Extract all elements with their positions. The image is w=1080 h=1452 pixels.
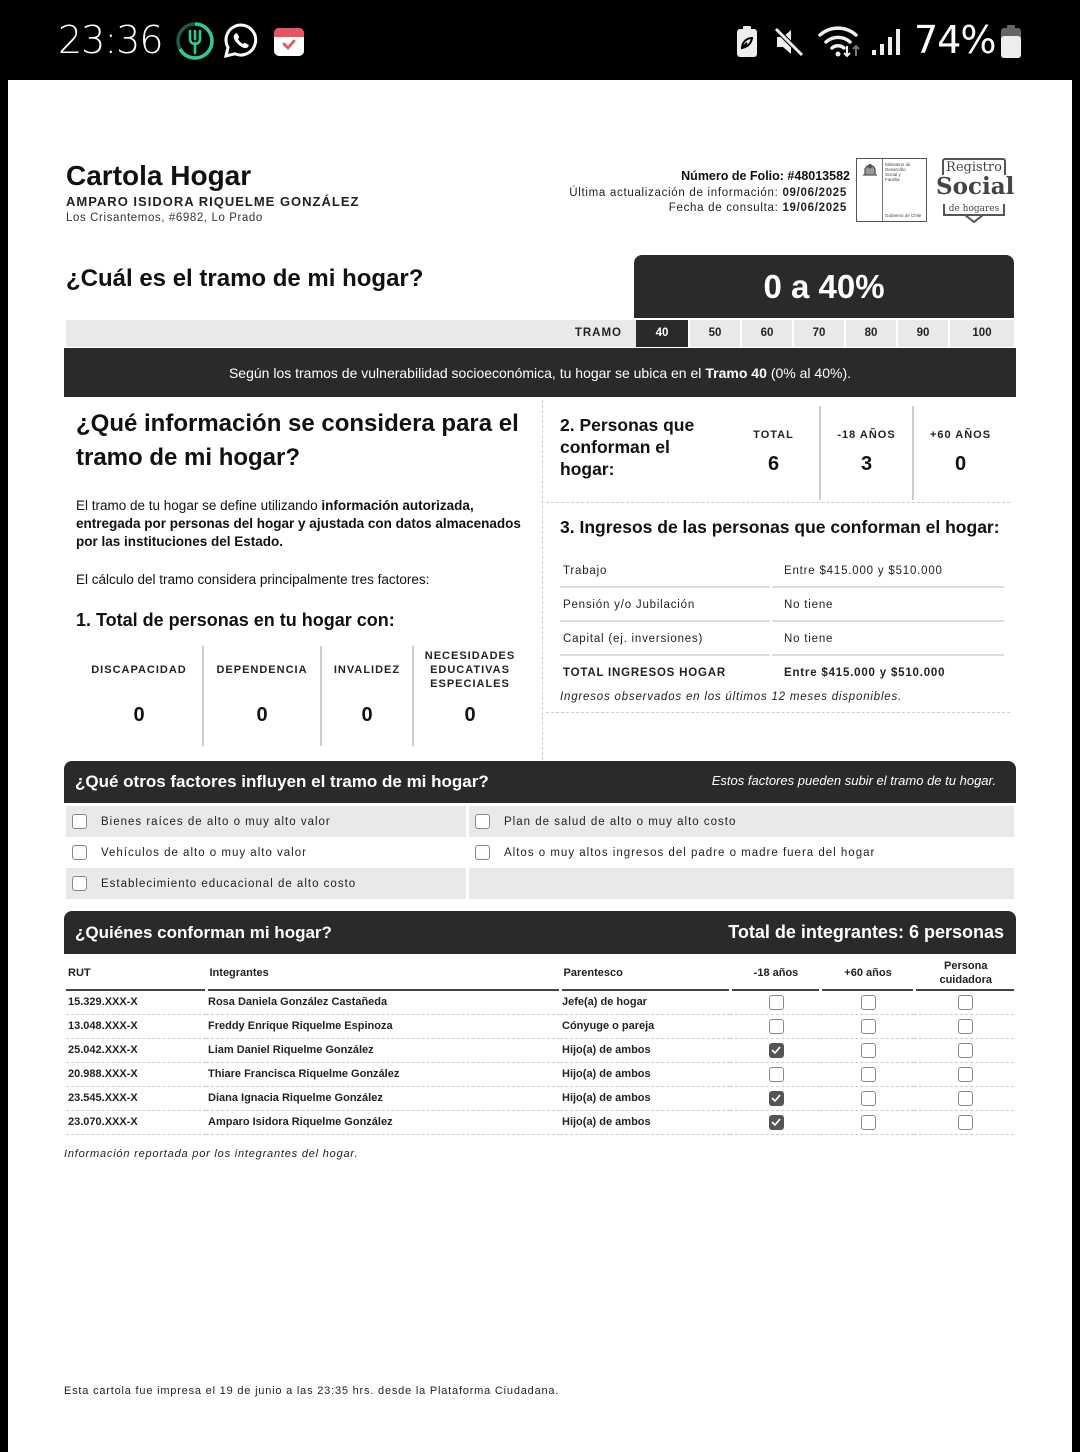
member-over60-checkbox[interactable] xyxy=(861,1091,876,1106)
member-over60-checkbox[interactable] xyxy=(861,995,876,1010)
tramo-level-90: 90 xyxy=(896,320,948,347)
rsh-logo-top: Registro xyxy=(942,158,1006,175)
count-total xyxy=(728,406,821,500)
member-over60-checkbox[interactable] xyxy=(861,1115,876,1130)
income-note: Ingresos observados en los últimos 12 meses disponibles. xyxy=(560,691,903,703)
calendar-check-icon xyxy=(273,27,305,62)
section2-title: 2. Personas que conforman el hogar: xyxy=(560,415,695,479)
factor-item-label: Altos o muy altos ingresos del padre o madre fuera del hogar xyxy=(504,846,876,859)
member-over60-cell xyxy=(820,1038,914,1062)
member-row xyxy=(66,990,1014,1014)
checkbox[interactable] xyxy=(72,876,87,891)
member-rut: 23.070.XXX-X xyxy=(66,1110,206,1134)
member-rut: 20.988.XXX-X xyxy=(66,1062,206,1086)
income-value: Entre $415.000 y $510.000 xyxy=(772,554,1004,588)
factor-item-label: Bienes raíces de alto o muy alto valor xyxy=(101,815,331,828)
factor-value: 0 xyxy=(464,704,476,726)
factor-row xyxy=(66,837,1014,868)
factor-item xyxy=(469,837,1014,868)
member-caregiver-cell xyxy=(914,1062,1014,1086)
member-caregiver-cell xyxy=(914,990,1014,1014)
consult-date-value: 19/06/2025 xyxy=(782,202,847,214)
member-rut: 15.329.XXX-X xyxy=(66,990,206,1014)
member-caregiver-checkbox[interactable] xyxy=(958,1067,973,1082)
member-caregiver-checkbox[interactable] xyxy=(958,1091,973,1106)
banner-tail: (0% al 40%). xyxy=(770,364,852,381)
member-rut: 13.048.XXX-X xyxy=(66,1014,206,1038)
ministry-footer: Gobierno de Chile xyxy=(885,213,922,218)
info-paragraph-bold: información autorizada, entregada por personas del hogar y ajustada con datos almacenados por las instituciones del Estado. xyxy=(76,498,521,549)
factor-item-label: Plan de salud de alto o muy alto costo xyxy=(504,815,737,828)
income-row xyxy=(560,588,1004,622)
checkbox[interactable] xyxy=(72,814,87,829)
other-factors-title: ¿Qué otros factores influyen el tramo de mi hogar? xyxy=(75,772,489,791)
tramo-scale xyxy=(66,320,1014,347)
member-under18-cell xyxy=(730,1038,820,1062)
member-under18-checkbox[interactable] xyxy=(769,1043,784,1058)
member-relation: Hijo(a) de ambos xyxy=(560,1062,730,1086)
info-paragraph-start: El tramo de tu hogar se define utilizando xyxy=(76,498,318,513)
member-name: Freddy Enrique Riquelme Espinoza xyxy=(206,1014,560,1038)
signal-icon xyxy=(870,28,902,61)
section3-title: 3. Ingresos de las personas que conforman el hogar: xyxy=(560,517,1000,537)
tramo-level-70: 70 xyxy=(792,320,844,347)
rsh-pointer-icon xyxy=(964,215,984,223)
column-under18: -18 años xyxy=(730,956,820,990)
member-over60-cell xyxy=(820,1062,914,1086)
member-under18-cell xyxy=(730,990,820,1014)
income-value: No tiene xyxy=(772,622,1004,656)
member-under18-checkbox[interactable] xyxy=(769,995,784,1010)
income-total-label: TOTAL INGRESOS HOGAR xyxy=(563,667,726,679)
tramo-level-60: 60 xyxy=(740,320,792,347)
factor-item xyxy=(469,806,1014,837)
other-factors-list xyxy=(66,806,1014,899)
tramo-range: 0 a 40% xyxy=(634,255,1014,318)
member-name: Thiare Francisca Riquelme González xyxy=(206,1062,560,1086)
member-relation: Jefe(a) de hogar xyxy=(560,990,730,1014)
ministry-line: Desarrollo xyxy=(885,167,906,172)
member-name: Diana Ignacia Riquelme González xyxy=(206,1086,560,1110)
factor-item-empty xyxy=(469,868,1014,899)
members-header xyxy=(64,911,1016,954)
members-table xyxy=(66,956,1014,1135)
factor-nee xyxy=(414,646,526,746)
status-time: 23:36 xyxy=(58,18,163,62)
consult-date xyxy=(669,202,847,214)
members-total: Total de integrantes: 6 personas xyxy=(728,922,1004,942)
checkbox[interactable] xyxy=(475,845,490,860)
member-relation: Hijo(a) de ambos xyxy=(560,1086,730,1110)
tramo-banner xyxy=(64,348,1016,397)
income-label: Trabajo xyxy=(560,554,770,588)
tramo-question: ¿Cuál es el tramo de mi hogar? xyxy=(66,265,424,292)
member-over60-checkbox[interactable] xyxy=(861,1043,876,1058)
document-page xyxy=(8,80,1072,1452)
battery-icon xyxy=(1000,25,1022,64)
info-paragraph xyxy=(76,497,536,551)
tramo-level-40: 40 xyxy=(636,320,688,347)
ministry-line: Familia xyxy=(885,177,900,182)
member-under18-checkbox[interactable] xyxy=(769,1115,784,1130)
count-value: 0 xyxy=(954,453,967,475)
member-relation: Hijo(a) de ambos xyxy=(560,1038,730,1062)
factor-label: NECESIDADES EDUCATIVAS ESPECIALES xyxy=(424,650,516,690)
factor-row xyxy=(66,806,1014,837)
member-relation: Hijo(a) de ambos xyxy=(560,1110,730,1134)
ministry-logo xyxy=(856,158,927,222)
member-caregiver-cell xyxy=(914,1086,1014,1110)
column-divider xyxy=(542,400,543,760)
checkbox[interactable] xyxy=(72,845,87,860)
members-table-header xyxy=(66,956,1014,990)
tramo-level-80: 80 xyxy=(844,320,896,347)
column-caregiver: Persona cuidadora xyxy=(914,956,1014,990)
member-rut: 23.545.XXX-X xyxy=(66,1086,206,1110)
battery-saver-icon xyxy=(736,26,758,63)
member-caregiver-cell xyxy=(914,1038,1014,1062)
member-name: Liam Daniel Riquelme González xyxy=(206,1038,560,1062)
banner-text: Según los tramos de vulnerabilidad socioeconómica, tu hogar se ubica en el xyxy=(228,364,702,381)
column-integrantes: Integrantes xyxy=(206,956,560,990)
member-name: Rosa Daniela González Castañeda xyxy=(206,990,560,1014)
folio-value: #48013582 xyxy=(787,169,850,183)
member-row xyxy=(66,1038,1014,1062)
owner-address: Los Crisantemos, #6982, Lo Prado xyxy=(66,212,263,224)
factor-discapacidad xyxy=(76,646,204,746)
member-under18-cell xyxy=(730,1086,820,1110)
document-title: Cartola Hogar xyxy=(66,160,252,191)
last-update-label: Última actualización de información: xyxy=(569,187,779,199)
member-row xyxy=(66,1014,1014,1038)
tramo-label: TRAMO xyxy=(574,327,622,339)
last-update xyxy=(569,187,847,199)
count-under18 xyxy=(821,406,914,500)
factor-value: 0 xyxy=(256,704,268,726)
ministry-line: Social y xyxy=(885,172,901,177)
member-caregiver-checkbox[interactable] xyxy=(958,1115,973,1130)
count-label: TOTAL xyxy=(753,429,794,441)
income-label: Pensión y/o Jubilación xyxy=(560,588,770,622)
print-footer: Esta cartola fue impresa el 19 de junio a las 23:35 hrs. desde la Plataforma Ciudadana. xyxy=(64,1385,560,1397)
member-under18-cell xyxy=(730,1014,820,1038)
members-title: ¿Quiénes conforman mi hogar? xyxy=(75,923,332,942)
last-update-value: 09/06/2025 xyxy=(782,187,847,199)
factor-item xyxy=(66,837,466,868)
tramo-level-100: 100 xyxy=(948,320,1014,347)
factors-intro: El cálculo del tramo considera principalmente tres factores: xyxy=(76,572,430,587)
members-note: Información reportada por los integrantes del hogar. xyxy=(64,1148,359,1160)
factor-label: DEPENDENCIA xyxy=(216,664,308,676)
consult-date-label: Fecha de consulta: xyxy=(668,202,779,214)
member-over60-cell xyxy=(820,1110,914,1134)
battery-percent: 74% xyxy=(914,18,996,62)
whatsapp-icon xyxy=(222,22,260,65)
other-factors-header xyxy=(64,761,1016,803)
owner-name: AMPARO ISIDORA RIQUELME GONZÁLEZ xyxy=(66,194,360,209)
member-row xyxy=(66,1110,1014,1134)
factor-label: DISCAPACIDAD xyxy=(91,664,187,676)
member-caregiver-checkbox[interactable] xyxy=(958,995,973,1010)
column-parentesco: Parentesco xyxy=(560,956,730,990)
factor-item-label: Vehículos de alto o muy alto valor xyxy=(101,846,307,859)
member-caregiver-cell xyxy=(914,1110,1014,1134)
factor-value: 0 xyxy=(361,704,373,726)
factor-row xyxy=(66,868,1014,899)
other-factors-subtitle: Estos factores pueden subir el tramo de tu hogar. xyxy=(711,773,996,788)
factor-invalidez xyxy=(322,646,414,746)
income-value: No tiene xyxy=(772,588,1004,622)
income-table xyxy=(560,554,1004,690)
wifi-icon xyxy=(818,24,864,63)
status-bar xyxy=(0,0,1080,80)
column-rut: RUT xyxy=(66,956,206,990)
rsh-logo-middle: Social xyxy=(936,173,1015,200)
section-divider xyxy=(546,502,1010,503)
banner-bold: Tramo 40 xyxy=(705,364,767,381)
member-over60-checkbox[interactable] xyxy=(861,1019,876,1034)
tramo-level-50: 50 xyxy=(688,320,740,347)
folio-number xyxy=(681,169,850,183)
member-under18-checkbox[interactable] xyxy=(769,1019,784,1034)
factor-dependencia xyxy=(204,646,322,746)
member-row xyxy=(66,1086,1014,1110)
member-rut: 25.042.XXX-X xyxy=(66,1038,206,1062)
count-label: +60 AÑOS xyxy=(929,429,992,441)
member-row xyxy=(66,1062,1014,1086)
member-name: Amparo Isidora Riquelme González xyxy=(206,1110,560,1134)
income-label: Capital (ej. inversiones) xyxy=(560,622,770,656)
income-total-value: Entre $415.000 y $510.000 xyxy=(784,667,946,679)
factor-item xyxy=(66,868,466,899)
member-caregiver-checkbox[interactable] xyxy=(958,1019,973,1034)
factor-value: 0 xyxy=(133,704,145,726)
factor-label: INVALIDEZ xyxy=(333,664,401,676)
member-over60-checkbox[interactable] xyxy=(861,1067,876,1082)
member-under18-checkbox[interactable] xyxy=(769,1091,784,1106)
fork-timer-icon xyxy=(175,21,215,66)
income-row xyxy=(560,554,1004,588)
mute-icon xyxy=(773,26,805,63)
member-under18-cell xyxy=(730,1110,820,1134)
member-over60-cell xyxy=(820,990,914,1014)
section2-counts xyxy=(728,406,1007,500)
income-total-row xyxy=(560,656,1004,690)
count-value: 6 xyxy=(767,453,780,475)
column-over60: +60 años xyxy=(820,956,914,990)
member-over60-cell xyxy=(820,1014,914,1038)
folio-label: Número de Folio: xyxy=(681,169,784,183)
member-over60-cell xyxy=(820,1086,914,1110)
member-under18-checkbox[interactable] xyxy=(769,1067,784,1082)
count-value: 3 xyxy=(860,453,873,475)
income-row xyxy=(560,622,1004,656)
member-under18-cell xyxy=(730,1062,820,1086)
factor-item xyxy=(66,806,466,837)
info-question: ¿Qué información se considera para el tramo de mi hogar? xyxy=(76,410,519,471)
ministry-line: Ministerio de xyxy=(885,162,911,167)
factor-item-label: Establecimiento educacional de alto costo xyxy=(101,877,357,890)
registro-social-logo xyxy=(936,158,1015,224)
chile-crest-icon xyxy=(857,159,883,221)
count-label: -18 AÑOS xyxy=(837,429,896,441)
member-caregiver-checkbox[interactable] xyxy=(958,1043,973,1058)
rsh-logo-bottom: de hogares xyxy=(943,204,1006,216)
section1-factors xyxy=(76,646,526,746)
checkbox[interactable] xyxy=(475,814,490,829)
section1-title: 1. Total de personas en tu hogar con: xyxy=(76,610,395,630)
section-divider xyxy=(546,712,1010,713)
count-over60 xyxy=(914,406,1007,500)
member-relation: Cónyuge o pareja xyxy=(560,1014,730,1038)
member-caregiver-cell xyxy=(914,1014,1014,1038)
